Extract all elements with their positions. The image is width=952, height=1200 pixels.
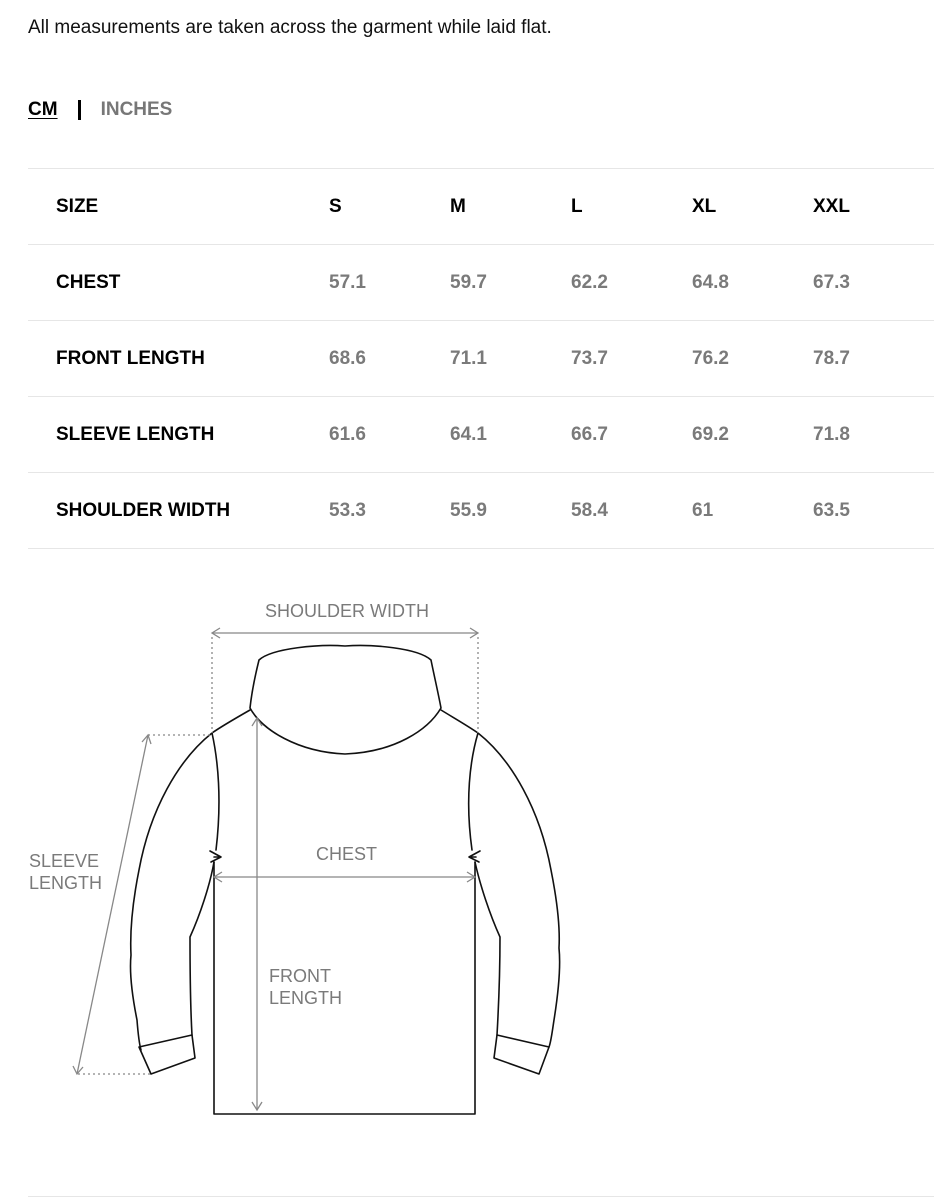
cell-value: 59.7 — [450, 271, 487, 293]
cell-value: 61.6 — [329, 423, 366, 445]
hoodie-measurement-diagram — [0, 580, 600, 1140]
cell-value: 78.7 — [813, 347, 850, 369]
unit-cm-button[interactable]: CM — [28, 99, 58, 120]
cell-value: 68.6 — [329, 347, 366, 369]
cell-value: 67.3 — [813, 271, 850, 293]
cell-value: 62.2 — [571, 271, 608, 293]
label-sleeve-length-2: LENGTH — [29, 873, 103, 893]
size-table — [28, 168, 934, 549]
header-size: SIZE — [56, 195, 99, 217]
header-xl: XL — [692, 195, 717, 217]
row-label-shoulder-width: SHOULDER WIDTH — [56, 499, 231, 521]
table-row — [28, 321, 934, 397]
table-header-row — [28, 169, 934, 245]
label-front-length-1: FRONT — [269, 966, 331, 986]
cell-value: 61 — [692, 499, 714, 521]
table-row — [28, 397, 934, 473]
label-sleeve-length-1: SLEEVE — [29, 851, 100, 871]
cell-value: 57.1 — [329, 271, 366, 293]
label-shoulder-width: SHOULDER WIDTH — [265, 601, 430, 621]
header-s: S — [329, 195, 342, 217]
cell-value: 53.3 — [329, 499, 366, 521]
row-label-sleeve-length: SLEEVE LENGTH — [56, 423, 215, 445]
cell-value: 66.7 — [571, 423, 608, 445]
table-row — [28, 473, 934, 549]
table-row — [28, 245, 934, 321]
header-xxl: XXL — [813, 195, 850, 217]
label-chest: CHEST — [316, 844, 378, 864]
cell-value: 55.9 — [450, 499, 487, 521]
cell-value: 73.7 — [571, 347, 608, 369]
header-m: M — [450, 195, 466, 217]
intro-text: All measurements are taken across the garment while laid flat. — [28, 17, 552, 38]
unit-separator — [78, 100, 81, 120]
row-label-chest: CHEST — [56, 271, 121, 293]
unit-inches-button[interactable]: INCHES — [100, 99, 173, 120]
cell-value: 71.1 — [450, 347, 487, 369]
cell-value: 69.2 — [692, 423, 729, 445]
unit-toggle — [28, 99, 172, 121]
row-label-front-length: FRONT LENGTH — [56, 347, 205, 369]
cell-value: 76.2 — [692, 347, 729, 369]
cell-value: 71.8 — [813, 423, 850, 445]
cell-value: 64.1 — [450, 423, 487, 445]
cell-value: 64.8 — [692, 271, 729, 293]
bottom-divider — [28, 1196, 934, 1197]
header-l: L — [571, 195, 583, 217]
label-front-length-2: LENGTH — [269, 988, 343, 1008]
cell-value: 63.5 — [813, 499, 850, 521]
cell-value: 58.4 — [571, 499, 608, 521]
